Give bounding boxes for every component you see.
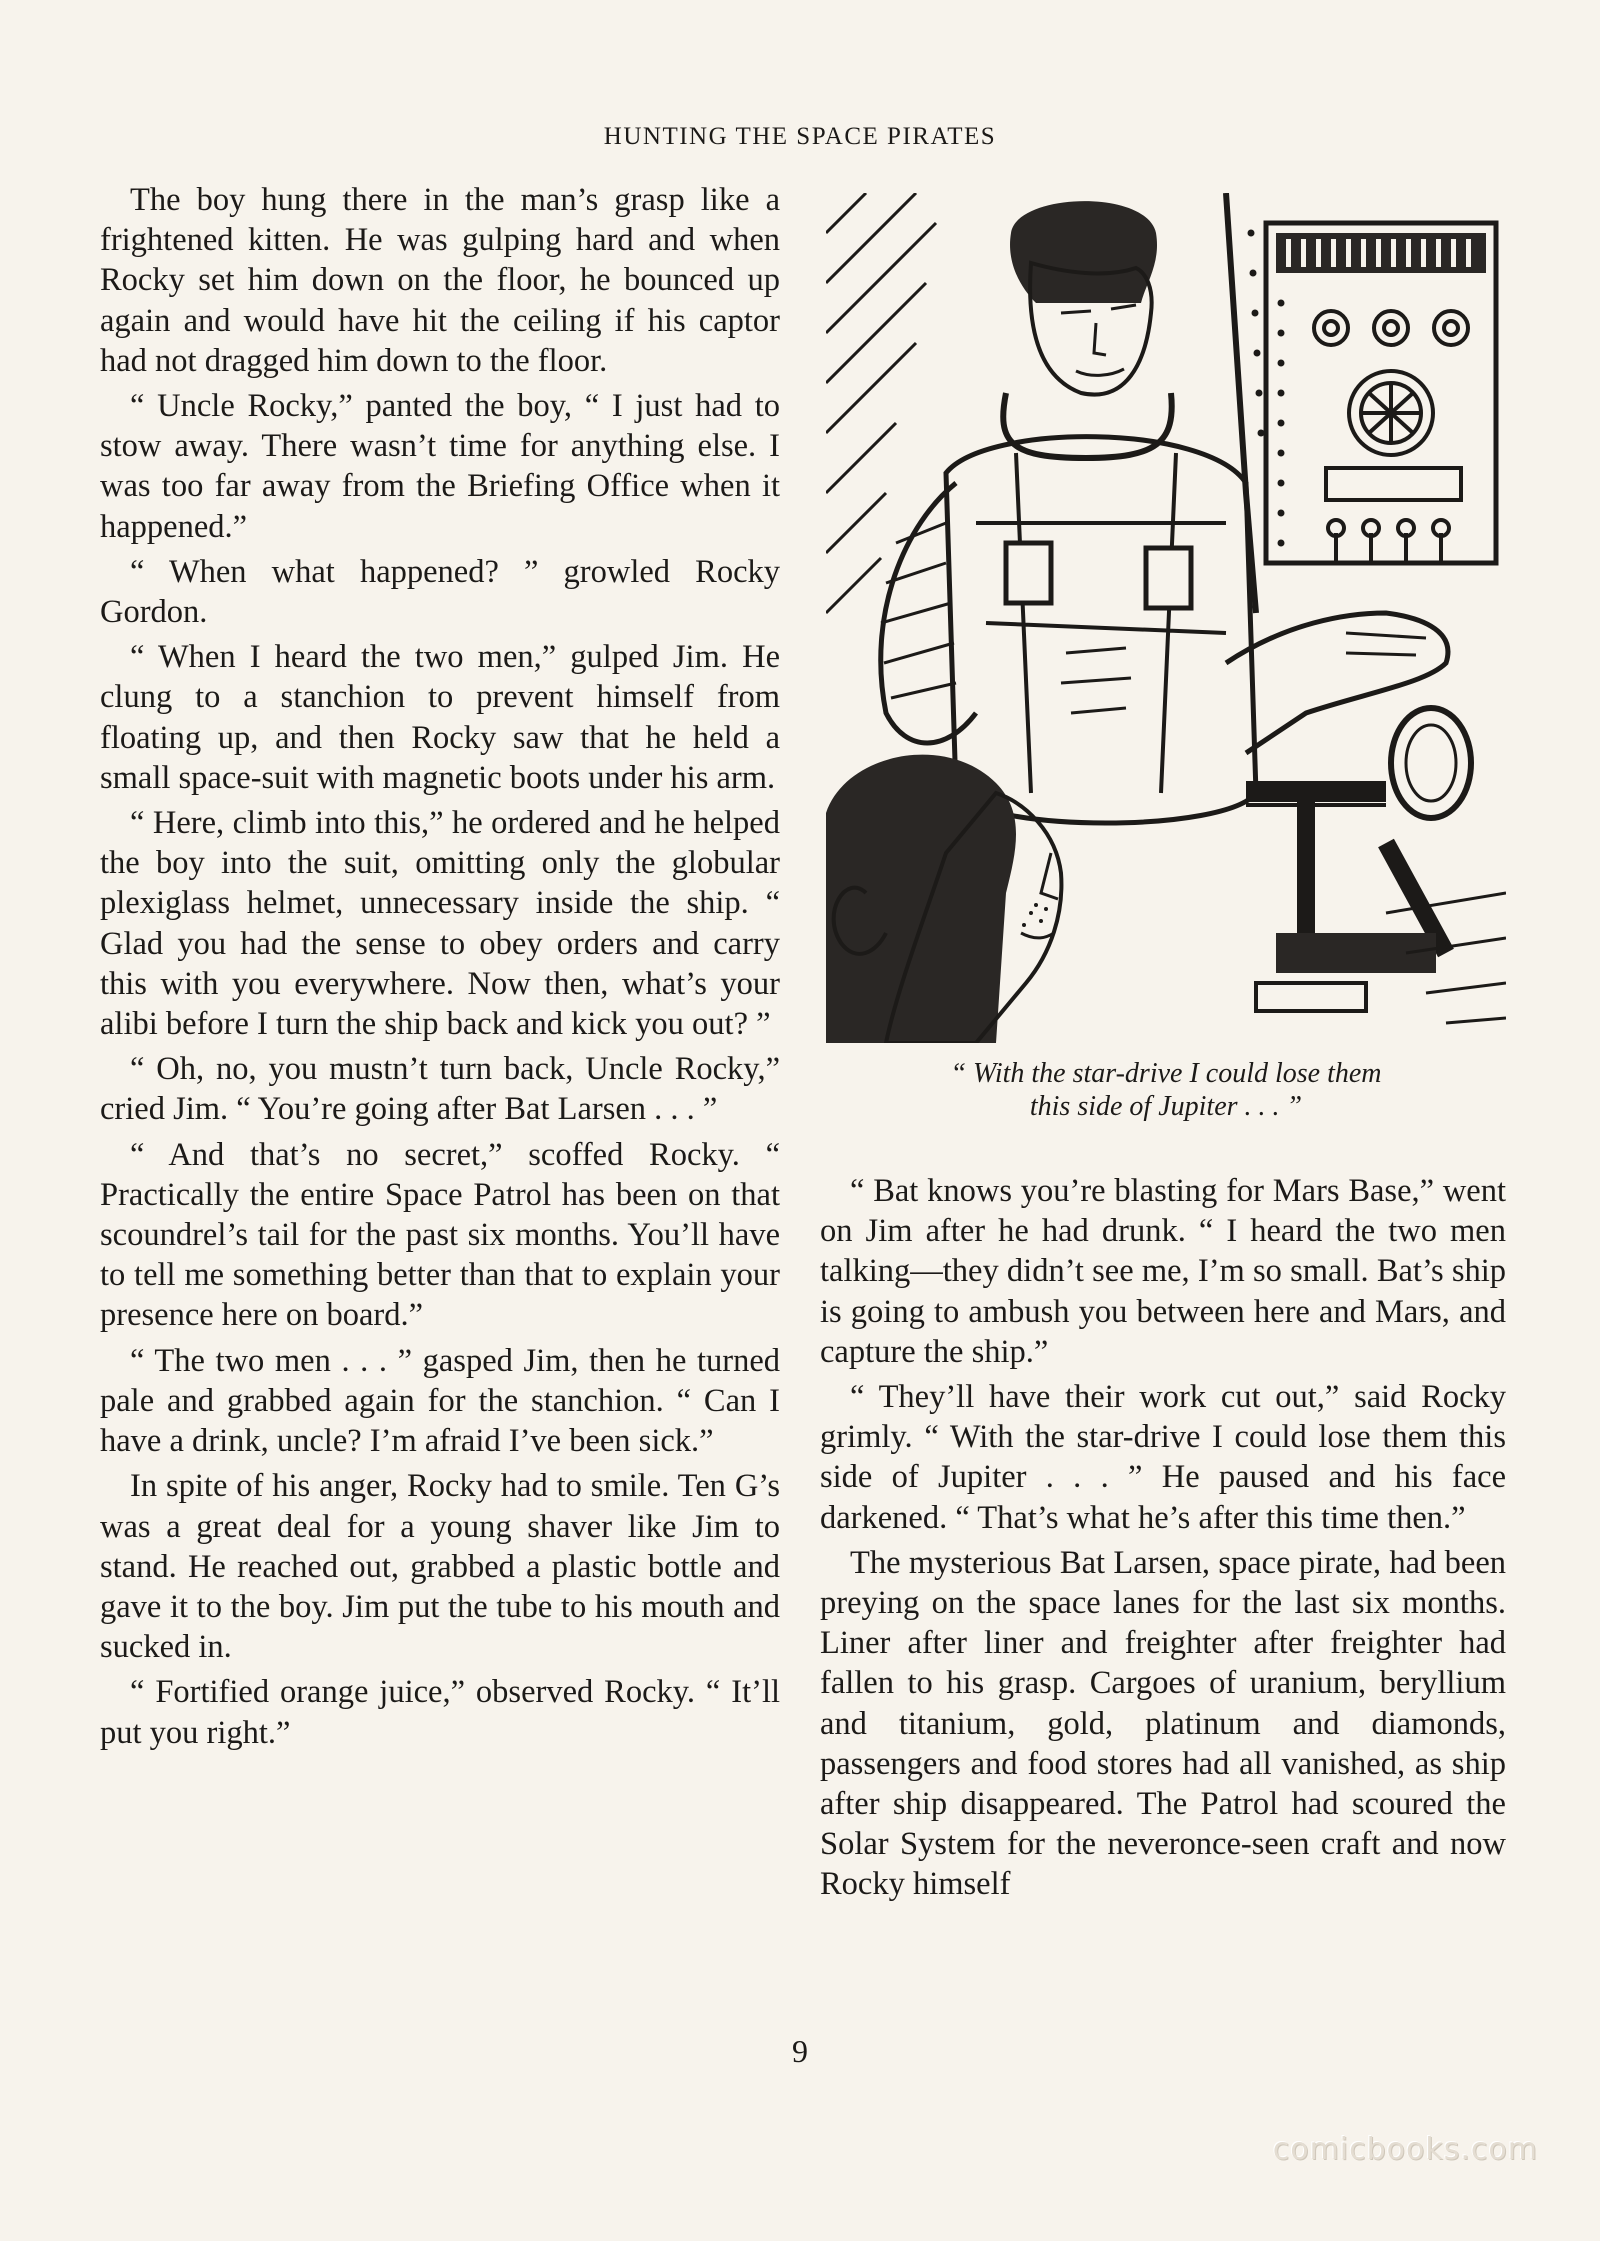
paragraph: “ When I heard the two men,” gulped Jim. He clung to a stanchion to prevent himself from floating up, and then Rocky saw that he held a small space-suit with magnetic boots under his arm. [100, 639, 780, 796]
paragraph: “ Fortified orange juice,” observed Rocky. “ It’ll put you right.” [100, 1674, 780, 1751]
hatching-left [826, 193, 936, 613]
paragraph: The boy hung there in the man’s grasp like a frightened kitten. He was gulping hard and when Rocky set him down on the floor, he bounced up again and would have hit the ceiling if his captor had not dragged him down to the floor. [100, 182, 780, 379]
caption-line: “ With the star-drive I could lose them [950, 1058, 1382, 1089]
paragraph: “ When what happened? ” growled Rocky Gordon. [100, 553, 780, 631]
paragraph: “ Here, climb into this,” he ordered and he helped the boy into the suit, omitting only the globular plexiglass helmet, unnecessary inside the ship. “ Glad you had the sense to obey orders and carry this with you everywhere. Now then, what’s your alibi before I turn the ship back and kick you out? ” [100, 805, 780, 1043]
running-head: HUNTING THE SPACE PIRATES [603, 123, 997, 150]
paragraph: “ Uncle Rocky,” panted the boy, “ I just had to stow away. There wasn’t time for anything else. I was too far away from the Briefing Office when it happened.” [100, 388, 780, 545]
paragraph: “ And that’s no secret,” scoffed Rocky. “ Practically the entire Space Patrol has been on that scoundrel’s tail for the past six months. You’ll have to tell me something better than that to explain your presence here on board.” [100, 1136, 780, 1334]
paragraph: “ Bat knows you’re blasting for Mars Base,” went on Jim after he had drunk. “ I heard the two men talking—they didn’t see me, I’m so small. Bat’s ship is going to ambush you between here and Mars, and capture the ship.” [820, 1173, 1506, 1370]
boy-figure [826, 755, 1061, 1043]
caption-line: this side of Jupiter . . . ” [1029, 1091, 1303, 1122]
page-number: 9 [792, 2033, 808, 2069]
paragraph: The mysterious Bat Larsen, space pirate, had been preying on the space lanes for the last six months. Liner after liner and freighter after freighter had fallen to his grasp. Cargoes of uranium, beryllium and titanium, gold, platinum and diamonds, passengers and food stores had all vanished, as ship after ship disappeared. The Patrol had scoured the Solar System for the neveronce-seen craft and now Rocky himself [820, 1544, 1506, 1903]
pipes-and-gauge [1246, 708, 1506, 1023]
watermark: comicbooks.com [1272, 2132, 1538, 2167]
spaceman-illustration [826, 193, 1506, 1043]
paragraph: In spite of his anger, Rocky had to smile. Ten G’s was a great deal for a young shaver like Jim to stand. He reached out, grabbed a plastic bottle and gave it to the boy. Jim put the tube to his mouth and sucked in. [100, 1468, 780, 1666]
right-column [820, 1171, 1506, 1910]
left-column [100, 180, 780, 1758]
illustration-caption [826, 1057, 1506, 1123]
paragraph: “ The two men . . . ” gasped Jim, then he turned pale and grabbed again for the stanchion. “ Can I have a drink, uncle? I’m afraid I’ve been sick.” [100, 1342, 780, 1460]
paragraph: “ They’ll have their work cut out,” said Rocky grimly. “ With the star-drive I could lose them this side of Jupiter . . . ” He paused and his face darkened. “ That’s what he’s after this time then.” [820, 1379, 1506, 1536]
paragraph: “ Oh, no, you mustn’t turn back, Uncle Rocky,” cried Jim. “ You’re going after Bat Larsen . . . ” [100, 1051, 780, 1128]
control-panel [1226, 193, 1496, 613]
